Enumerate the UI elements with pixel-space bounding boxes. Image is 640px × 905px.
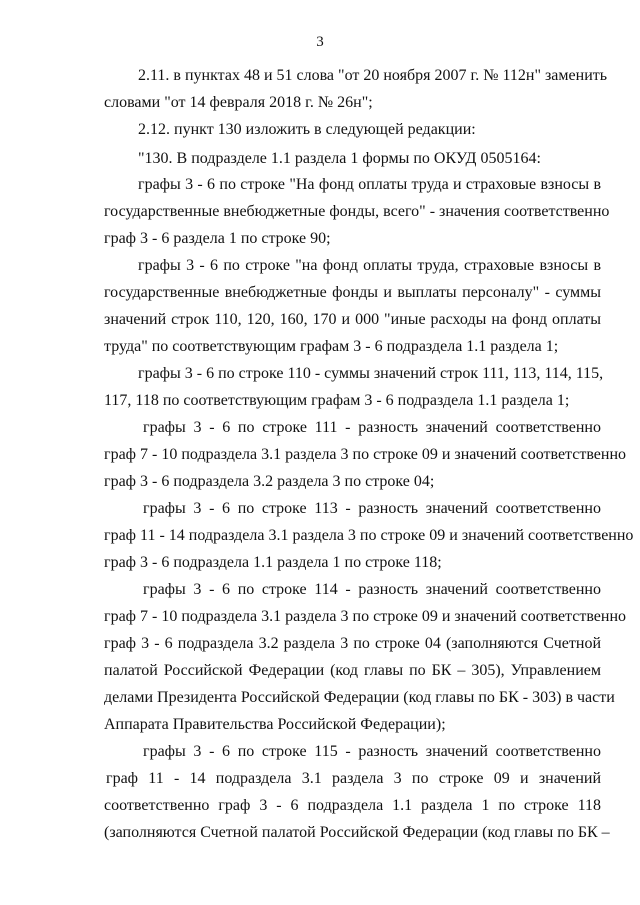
text-line: граф 3 - 6 подраздела 1.1 раздела 1 по строке 118; bbox=[104, 554, 442, 571]
text-line: граф 3 - 6 раздела 1 по строке 90; bbox=[104, 230, 331, 247]
text-line: графы 3 - 6 по строке "На фонд оплаты труда и страховые взносы в bbox=[138, 176, 601, 193]
text-line: 2.11. в пунктах 48 и 51 слова "от 20 ноября 2007 г. № 112н" заменить bbox=[138, 67, 608, 84]
text-line: граф 7 - 10 подраздела 3.1 раздела 3 по строке 09 и значений соответственно bbox=[104, 608, 627, 625]
text-line: труда" по соответствующим графам 3 - 6 подраздела 1.1 раздела 1; bbox=[104, 338, 559, 355]
text-line: 117, 118 по соответствующим графам 3 - 6 подраздела 1.1 раздела 1; bbox=[104, 392, 570, 409]
text-line: делами Президента Российской Федерации (код главы по БК - 303) в части bbox=[104, 689, 615, 706]
text-line: графы 3 - 6 по строке 115 - разность значений соответственно bbox=[143, 743, 601, 760]
text-line: граф 3 - 6 подраздела 3.2 раздела 3 по строке 04; bbox=[104, 473, 435, 490]
text-line: граф 11 - 14 подраздела 3.1 раздела 3 по строке 09 и значений bbox=[106, 770, 601, 787]
text-line: значений строк 110, 120, 160, 170 и 000 "иные расходы на фонд оплаты bbox=[104, 311, 601, 328]
text-line: словами "от 14 февраля 2018 г. № 26н"; bbox=[104, 94, 373, 111]
text-line: соответственно граф 3 - 6 подраздела 1.1 раздела 1 по строке 118 bbox=[104, 797, 601, 814]
text-line: Аппарата Правительства Российской Федерации); bbox=[104, 716, 446, 733]
text-line: графы 3 - 6 по строке 113 - разность значений соответственно bbox=[143, 500, 601, 517]
text-line: государственные внебюджетные фонды, всего" - значения соответственно bbox=[104, 203, 610, 220]
text-line: граф 3 - 6 подраздела 3.2 раздела 3 по строке 04 (заполняются Счетной bbox=[104, 635, 601, 652]
text-line: государственные внебюджетные фонды и выплаты персоналу" - суммы bbox=[104, 284, 601, 301]
text-line: (заполняются Счетной палатой Российской Федерации (код главы по БК – bbox=[104, 824, 610, 841]
text-line: палатой Российской Федерации (код главы по БК – 305), Управлением bbox=[104, 662, 601, 679]
page-number: 3 bbox=[316, 34, 324, 50]
text-line: граф 11 - 14 подраздела 3.1 раздела 3 по строке 09 и значений соответственно bbox=[104, 527, 634, 544]
text-line: граф 7 - 10 подраздела 3.1 раздела 3 по строке 09 и значений соответственно bbox=[104, 446, 627, 463]
text-line: графы 3 - 6 по строке 114 - разность значений соответственно bbox=[143, 581, 601, 598]
text-line: "130. В подразделе 1.1 раздела 1 формы по ОКУД 0505164: bbox=[138, 150, 541, 167]
text-line: графы 3 - 6 по строке 110 - суммы значений строк 111, 113, 114, 115, bbox=[138, 365, 604, 382]
text-line: 2.12. пункт 130 изложить в следующей редакции: bbox=[138, 121, 476, 138]
text-line: графы 3 - 6 по строке 111 - разность значений соответственно bbox=[143, 419, 601, 436]
text-line: графы 3 - 6 по строке "на фонд оплаты труда, страховые взносы в bbox=[138, 257, 601, 274]
